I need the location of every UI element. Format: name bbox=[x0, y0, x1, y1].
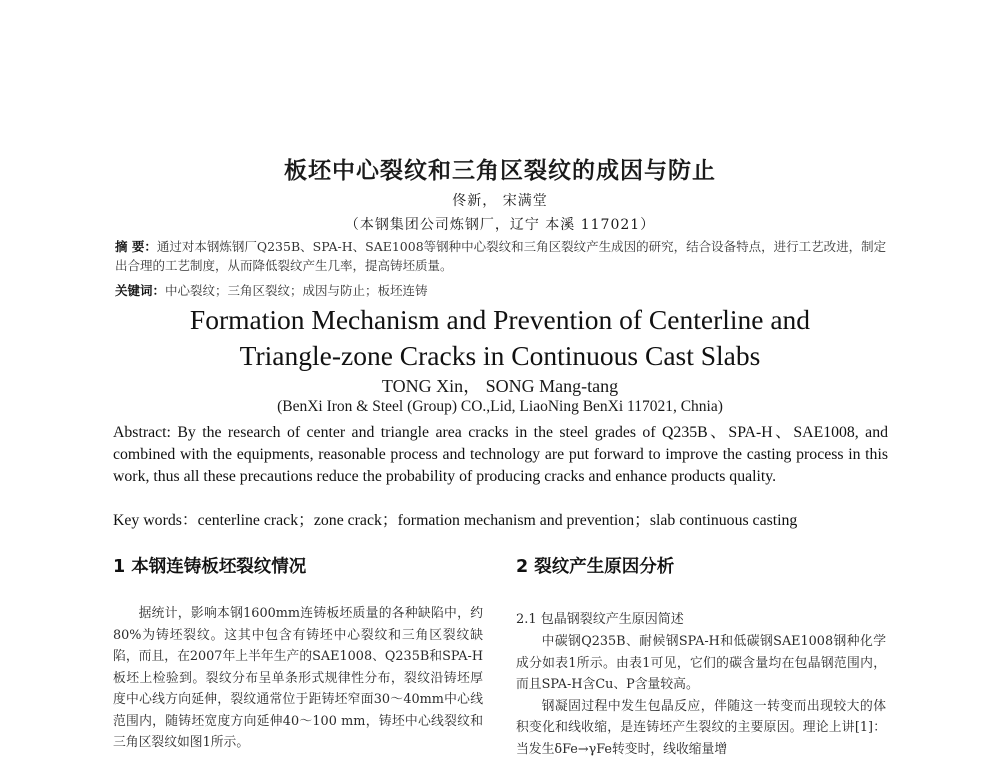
chinese-abstract-label: 摘 要： bbox=[115, 239, 157, 254]
section-2-paragraph-1: 中碳钢Q235B、耐候钢SPA-H和低碳钢SAE1008钢种化学成分如表1所示。由表1可见，它们的碳含量均在包晶钢范围内，而且SPA-H含Cu、P含量较高。 bbox=[516, 631, 886, 696]
chinese-affiliation: （本钢集团公司炼钢厂，辽宁 本溪 117021） bbox=[0, 214, 1000, 234]
english-abstract: Abstract: By the research of center and triangle area cracks in the steel grades of Q235B、SPA-H、SAE1008, and combined with the equipments, reasonable process and technology are put forward to improve the casting process in this work, thus all these precautions reduce the probability of producing cracks and enhance products quality. bbox=[113, 422, 888, 488]
english-affiliation: (BenXi Iron & Steel (Group) CO.,Lid, LiaoNing BenXi 117021, Chnia) bbox=[0, 398, 1000, 416]
english-keywords: Key words：centerline crack；zone crack；formation mechanism and prevention；slab continuous casting bbox=[113, 510, 903, 532]
english-authors: TONG Xin， SONG Mang-tang bbox=[0, 372, 1000, 398]
chinese-keywords bbox=[115, 281, 890, 300]
chinese-title: 板坯中心裂纹和三角区裂纹的成因与防止 bbox=[0, 152, 1000, 185]
section-2-1-subheading: 2.1 包晶钢裂纹产生原因简述 bbox=[516, 608, 684, 627]
section-1-paragraph: 据统计，影响本钢1600mm连铸板坯质量的各种缺陷中，约80%为铸坯裂纹。这其中包含有铸坯中心裂纹和三角区裂纹缺陷，而且，在2007年上半年生产的SAE1008、Q235B和SPA-H板坯上检验到。裂纹分布呈单条形式规律性分布，裂纹沿铸坯厚度中心线方向延伸，裂纹通常位于距铸坯窄面30～40mm中心线范围内，随铸坯宽度方向延伸40～100 mm，铸坯中心线裂纹和三角区裂纹如图1所示。 bbox=[113, 603, 483, 754]
chinese-authors: 佟新， 宋满堂 bbox=[0, 190, 1000, 210]
section-1-body bbox=[113, 603, 483, 754]
section-2-body bbox=[516, 631, 886, 760]
chinese-keywords-label: 关键词： bbox=[115, 283, 165, 298]
section-2-paragraph-2: 钢凝固过程中发生包晶反应，伴随这一转变而出现较大的体积变化和线收缩，是连铸坯产生裂纹的主要原因。理论上讲[1]：当发生δFe→γFe转变时，线收缩量增 bbox=[516, 696, 886, 760]
english-title-line-1: Formation Mechanism and Prevention of Centerline and bbox=[0, 302, 1000, 338]
section-1-heading: 1 本钢连铸板坯裂纹情况 bbox=[113, 553, 306, 578]
chinese-abstract bbox=[115, 237, 890, 275]
section-2-heading: 2 裂纹产生原因分析 bbox=[516, 553, 674, 578]
english-title-line-2: Triangle-zone Cracks in Continuous Cast Slabs bbox=[0, 338, 1000, 374]
chinese-keywords-text: 中心裂纹；三角区裂纹；成因与防止；板坯连铸 bbox=[165, 283, 428, 298]
chinese-abstract-text: 通过对本钢炼钢厂Q235B、SPA-H、SAE1008等钢种中心裂纹和三角区裂纹产生成因的研究，结合设备特点，进行工艺改进，制定出合理的工艺制度，从而降低裂纹产生几率，提高铸坯质量。 bbox=[115, 239, 886, 273]
